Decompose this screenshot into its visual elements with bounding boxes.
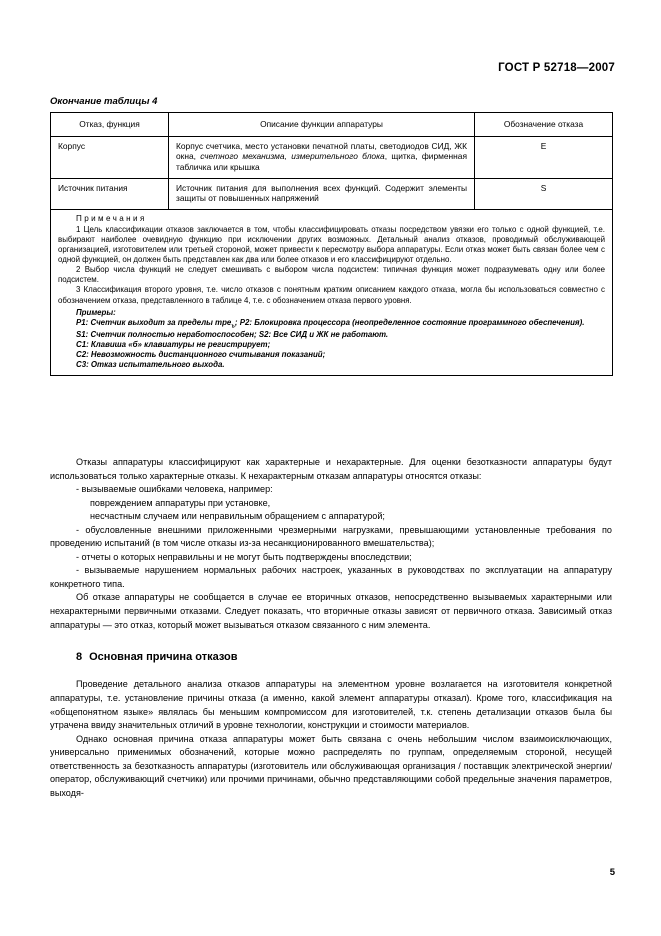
- table-body: [51, 136, 613, 375]
- example-code: C2:: [76, 349, 91, 359]
- example-text: Счетчик выходит за пределы тре: [90, 317, 232, 327]
- bullet-external-loads: - обусловленные внешними приложенными чрезмерными нагрузками, превышающими установленные требования по проведению испытаний (в том числе отказы из-за несанкционированного вмешательства);: [50, 524, 612, 549]
- paragraph-root-cause-designations: Однако основная причина отказа аппаратуры может быть связана с очень небольшим числом взаимоисключающих, универсально применимых обозначений, которые можно распределять по группам, определяемым стороной, несущей ответственность за безотказность аппаратуры (изготовитель или обслуживающая организация / поставщик электрической энергии/оператор, обслуживающий счетчики) или прочими причинами, обычно представляющими собой предельные значения параметров, выходя-: [50, 733, 612, 798]
- notes-title: Примечания: [76, 214, 147, 224]
- emphasized-text: счетного механизма, измерительного блока: [200, 151, 385, 162]
- bullet-human-error-line-3: несчастным случаем или неправильным обращением с аппаратурой;: [90, 511, 385, 522]
- note-item: 3 Классификация второго уровня, т.е. число отказов с понятным кратким описанием каждого отказа, могла бы использоваться совместно с обозначением отказа, представленного в таблице 4, т.е. с обозначением отказа первого уровня.: [58, 285, 605, 305]
- plain-text: , щитка, фирменная табличка или крышка: [176, 151, 468, 173]
- cell-function: Корпус: [51, 136, 169, 178]
- example-code: P1:: [76, 317, 91, 327]
- cell-description: [169, 178, 475, 209]
- cell-code: E: [475, 136, 613, 178]
- cell-description: [169, 136, 475, 178]
- column-header-function: Отказ, функция: [51, 113, 169, 137]
- example-subscript: ъ: [231, 323, 235, 330]
- section-number: 8: [76, 651, 83, 664]
- note-item: 1 Цель классификации отказов заключается в том, чтобы классифицировать отказы посредством увязки его только с одной функцией, т.е. выбирают наиболее очевидную функцию при исключении других возможных. Детальный анализ отказов, проводимый обслуживающей организацией, изготовителем или третьей стороной, может привести к пересмотру выбора аппаратуры. Если отказ может быть связан более чем с одной функцией, он должен быть представлен как два или более отказов и его классифицируют отдельно.: [58, 225, 605, 265]
- note-item: 2 Выбор числа функций не следует смешивать с выбором числа подсистем: типичная функция может подразумевать одну или более подсистем.: [58, 265, 605, 285]
- example-code: C1:: [76, 339, 91, 349]
- table-notes-row: [51, 210, 613, 376]
- table-row: [51, 136, 613, 178]
- failure-classification-table: [50, 112, 613, 376]
- example-text: Невозможность дистанционного считывания показаний;: [90, 349, 326, 359]
- example-text-suffix: ; P2: Блокировка процессора (неопределенное состояние программного обеспечения).: [234, 317, 585, 327]
- bullet-human-error: - вызываемые ошибками человека, например:: [76, 484, 273, 495]
- example-item: [58, 360, 605, 370]
- section-heading-root-cause: [50, 649, 612, 665]
- bullet-incorrect-reports: - отчеты о которых неправильны и не могут быть подтверждены впоследствии;: [76, 551, 412, 562]
- example-code: S1:: [76, 329, 91, 339]
- column-header-description: Описание функции аппаратуры: [169, 113, 475, 137]
- example-text: Счетчик полностью неработоспособен; S2: Все СИД и ЖК не работают.: [90, 329, 389, 339]
- table-notes: [51, 210, 613, 376]
- table-row: [51, 178, 613, 209]
- page-number: 5: [609, 867, 615, 878]
- examples-title: Примеры:: [76, 307, 116, 317]
- paragraph-detailed-analysis: Проведение детального анализа отказов аппаратуры на элементном уровне возлагается на изготовителя конкретной аппаратуры, т.е. установление причины отказа (а именно, какой элемент аппаратуры отказал). Кроме того, классификация на «общепонятном языке» являлась бы меньшим компромиссом для изготовителей, т.к. степень детализации отказов была бы утрачена ввиду значительных отличий в уровне технологии, конструкции и стоимости материалов.: [50, 679, 612, 731]
- paragraph-secondary-failures: Об отказе аппаратуры не сообщается в случае ее вторичных отказов, непосредственно вызываемых характерными или нехарактерными первичными отказами. Следует показать, что вторичные отказы зависят от первичного отказа. Зависимый отказ аппаратуры — это отказ, который может вызываться отказом связанного с ним элемента.: [50, 592, 612, 630]
- plain-text: Источник питания для выполнения всех функций. Содержит элементы защиты от повышенных напряжений: [176, 182, 467, 204]
- section-title: Основная причина отказов: [89, 651, 238, 664]
- cell-code: S: [475, 178, 613, 209]
- bullet-settings-violation: - вызываемые нарушением нормальных рабочих настроек, указанных в руководствах по эксплуатации на аппаратуру конкретного типа.: [50, 565, 612, 589]
- example-text: Отказ испытательного выхода.: [90, 359, 225, 369]
- table-header-row: [51, 113, 613, 137]
- example-code: C3:: [76, 359, 91, 369]
- examples-list: [58, 318, 605, 370]
- paragraph-failure-classification: Отказы аппаратуры классифицируют как характерные и нехарактерные. Для оценки безотказности аппаратуры будут использоваться только характерные отказы. К нехарактерным отказам аппаратуры относятся отказы:: [50, 457, 612, 481]
- table-caption: Окончание таблицы 4: [50, 96, 158, 107]
- table-header: [51, 113, 613, 137]
- example-item: [58, 318, 605, 330]
- gost-standard-number: ГОСТ Р 52718—2007: [498, 62, 615, 74]
- document-header: [50, 62, 615, 82]
- cell-function: Источник питания: [51, 178, 169, 209]
- example-item: [58, 350, 605, 360]
- header-rule: [50, 79, 615, 80]
- example-item: [58, 330, 605, 340]
- example-item: [58, 340, 605, 350]
- bullet-human-error-line-2: повреждением аппаратуры при установке,: [90, 497, 271, 508]
- example-text: Клавиша «б» клавиатуры не регистрирует;: [90, 339, 271, 349]
- plain-text: Корпус счетчика, место установки печатной платы, светодиодов СИД, ЖК окна,: [176, 140, 467, 162]
- body-content: [50, 456, 612, 800]
- column-header-code: Обозначение отказа: [475, 113, 613, 137]
